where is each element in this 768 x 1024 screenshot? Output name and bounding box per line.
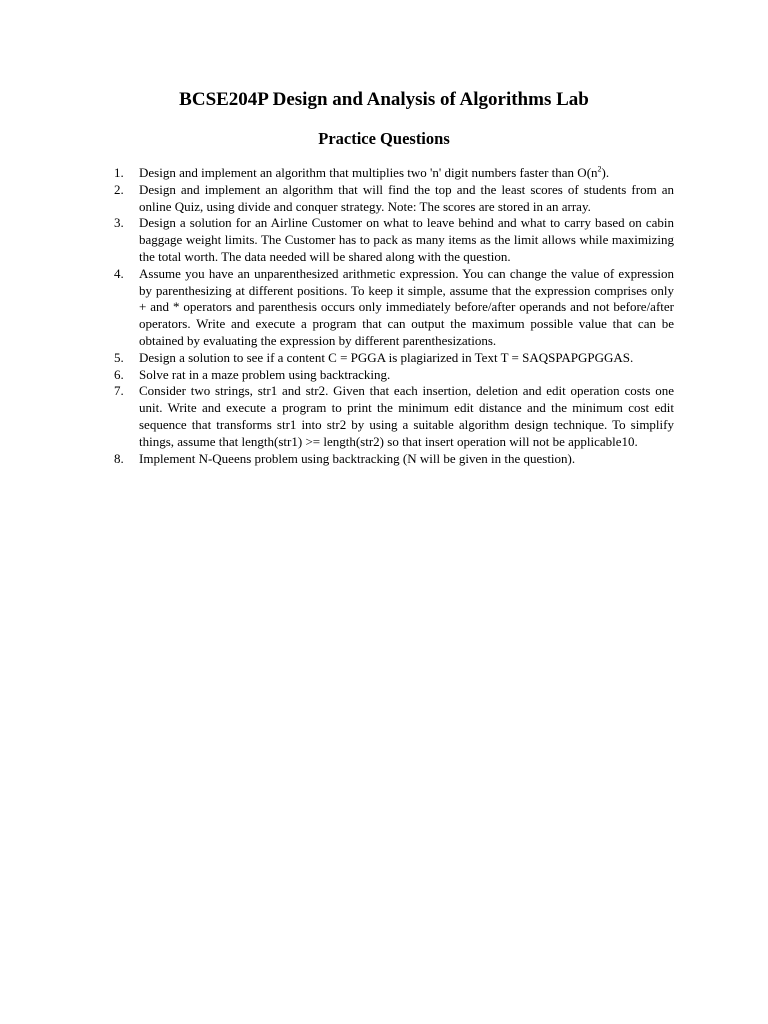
document-subtitle: Practice Questions [318,129,450,148]
question-text: Design a solution for an Airline Customer on what to leave behind and what to carry based on cabin baggage weight limits. The Customer has to pack as many items as the limit allows while maximizing the total worth. The data needed will be shared along with the question. [139,215,674,264]
question-text-part: Design and implement an algorithm that multiplies two 'n' digit numbers faster than O(n [139,165,598,180]
question-number: 4. [114,265,124,281]
superscript-exponent: 2 [597,164,602,174]
question-item-4 [114,266,674,350]
question-item-3 [114,215,674,265]
question-item-1 [114,165,674,182]
question-number: 2. [114,181,124,197]
question-item-2 [114,182,674,216]
question-item-7 [114,383,674,450]
question-text: Assume you have an unparenthesized arithmetic expression. You can change the value of expression by parenthesizing at different positions. To keep it simple, assume that the expression comprises only + and * operators and parenthesis occurs only immediately before/after operands and not before/after operators. Write and execute a program that can output the maximum possible value that can be obtained by evaluating the expression by different parenthesizations. [139,265,674,348]
question-text: Implement N-Queens problem using backtracking (N will be given in the question). [139,450,576,466]
question-number: 1. [114,165,124,180]
question-text-part: ). [601,165,610,180]
question-item-8 [114,451,674,468]
question-number: 3. [114,215,124,231]
question-number: 7. [114,383,124,399]
question-text [139,165,674,182]
question-number: 5. [114,349,124,365]
question-text: Design a solution to see if a content C = PGGA is plagiarized in Text T = SAQSPAPGPGGAS. [139,349,634,365]
question-text: Design and implement an algorithm that will find the top and the least scores of students from an online Quiz, using divide and conquer strategy. Note: The scores are stored in an array. [139,181,674,214]
question-number: 8. [114,450,124,466]
question-text: Consider two strings, str1 and str2. Given that each insertion, deletion and edit operation costs one unit. Write and execute a program to print the minimum edit distance and the minimum cost edit sequence that transforms str1 into str2 by using a suitable algorithm design technique. To simplify things, assume that length(str1) >= length(str2) so that insert operation will not be applicable10. [139,383,674,449]
questions-list [114,165,674,467]
question-text: Solve rat in a maze problem using backtracking. [139,366,391,382]
document-title: BCSE204P Design and Analysis of Algorithms Lab [179,89,589,110]
question-number: 6. [114,366,124,382]
question-item-5 [114,350,674,367]
question-item-6 [114,367,674,384]
